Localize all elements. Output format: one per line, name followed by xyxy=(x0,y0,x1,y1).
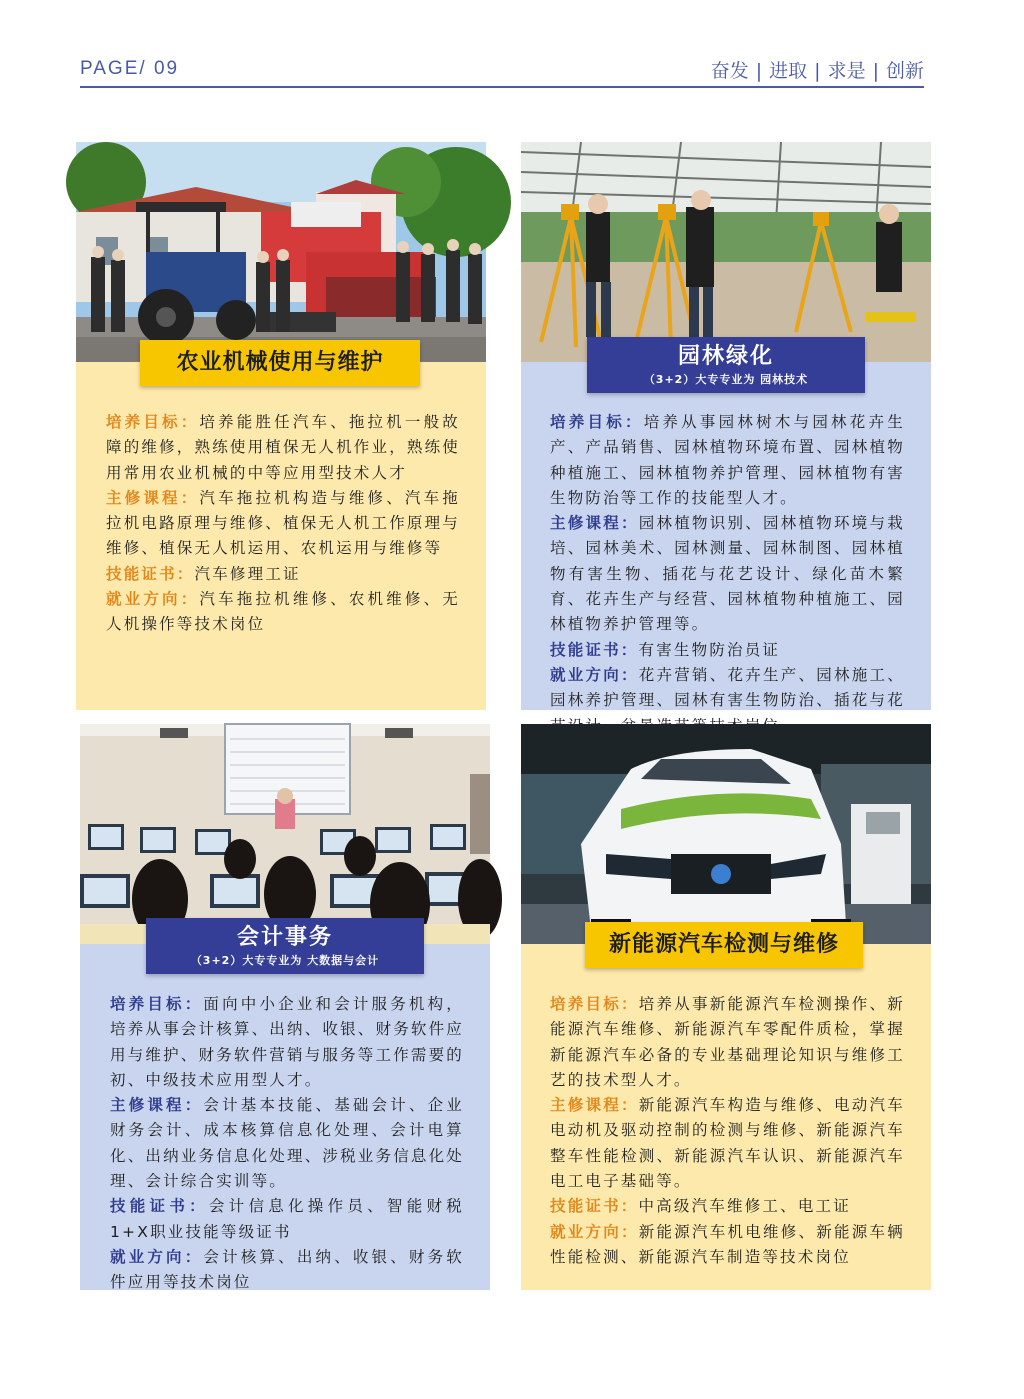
goal-text: 培养从事园林树木与园林花卉生产、产品销售、园林植物环境布置、园林植物种植施工、园林植物养护管理、园林植物有害生物防治等工作的技能型人才。 xyxy=(550,413,905,507)
label-goal: 培养目标： xyxy=(550,413,644,431)
label-courses: 主修课程： xyxy=(550,514,639,533)
motto-separator: | xyxy=(814,60,821,82)
label-job: 就业方向： xyxy=(106,590,200,609)
job-text: 新能源汽车机电维修、新能源车辆性能检测、新能源汽车制造等技术岗位 xyxy=(550,1222,905,1266)
photo-computer-lab xyxy=(80,724,490,944)
courses-text: 新能源汽车构造与维修、电动汽车电动机及驱动控制的检测与维修、新能源汽车整车性能检测、新能源汽车认识、新能源汽车电工电子基础等。 xyxy=(550,1096,905,1191)
label-cert: 技能证书： xyxy=(550,1197,639,1216)
label-courses: 主修课程： xyxy=(106,488,200,507)
program-title-box xyxy=(146,918,424,974)
label-courses: 主修课程： xyxy=(110,1096,204,1115)
program-card-landscaping xyxy=(521,142,931,710)
program-card-agri-machinery xyxy=(76,142,486,710)
program-description xyxy=(550,410,905,739)
motto xyxy=(711,56,924,83)
job-text: 会计核算、出纳、收银、财务软件应用等技术岗位 xyxy=(110,1247,464,1292)
label-cert: 技能证书： xyxy=(106,564,195,583)
courses-text: 汽车拖拉机构造与维修、汽车拖拉机电路原理与维修、植保无人机工作原理与维修、植保无人机运用、农机运用与维修等 xyxy=(106,488,461,558)
job-text: 汽车拖拉机维修、农机维修、无人机操作等技术岗位 xyxy=(106,590,460,634)
header-divider xyxy=(80,86,924,88)
motto-separator: | xyxy=(755,60,763,82)
courses-text: 园林植物识别、园林植物环境与栽培、园林美术、园林测量、园林制图、园林植物有害生物、插花与花艺设计、绿化苗木繁育、花卉生产与经营、园林植物种植施工、园林植物养护管理等。 xyxy=(550,514,905,634)
cert-text: 会计信息化操作员、智能财税1+X职业技能等级证书 xyxy=(110,1197,464,1241)
program-description xyxy=(110,992,464,1296)
motto-separator: | xyxy=(872,60,879,82)
program-title: 新能源汽车检测与维修 xyxy=(608,932,839,957)
goal-text: 培养能胜任汽车、拖拉机一般故障的维修，熟练使用植保无人机作业，熟练使用常用农业机械的中等应用型技术人才 xyxy=(106,413,461,482)
motto-item: 进取 xyxy=(769,60,808,82)
cert-text: 中高级汽车维修工、电工证 xyxy=(638,1197,851,1216)
cert-text: 汽车修理工证 xyxy=(194,564,301,583)
page-number: PAGE/ 09 xyxy=(80,58,180,79)
cert-text: 有害生物防治员证 xyxy=(638,640,781,659)
motto-item: 奋发 xyxy=(710,60,749,82)
label-cert: 技能证书： xyxy=(550,640,639,659)
label-goal: 培养目标： xyxy=(550,995,639,1013)
program-description xyxy=(106,410,460,638)
label-cert: 技能证书： xyxy=(110,1197,209,1216)
photo-electric-car xyxy=(521,724,931,944)
program-title-box xyxy=(585,922,863,968)
label-goal: 培养目标： xyxy=(106,413,200,431)
label-courses: 主修课程： xyxy=(550,1096,639,1115)
label-goal: 培养目标： xyxy=(110,995,204,1013)
motto-item: 求是 xyxy=(827,60,866,82)
goal-text: 面向中小企业和会计服务机构，培养从事会计核算、出纳、收银、财务软件应用与维护、财务软件营销与服务等工作需要的初、中级技术应用型人才。 xyxy=(110,995,465,1089)
courses-text: 会计基本技能、基础会计、企业财务会计、成本核算信息化处理、会计电算化、出纳业务信息化处理、涉税业务信息化处理、会计综合实训等。 xyxy=(110,1096,465,1191)
label-job: 就业方向： xyxy=(110,1247,204,1266)
goal-text: 培养从事新能源汽车检测操作、新能源汽车维修、新能源汽车零配件质检，掌握新能源汽车必备的专业基础理论知识与维修工艺的技术型人才。 xyxy=(550,995,905,1089)
label-job: 就业方向： xyxy=(550,1222,639,1241)
program-subtitle: （3+2）大专专业为 大数据与会计 xyxy=(190,954,380,967)
program-title: 园林绿化 xyxy=(677,344,774,369)
program-title-box xyxy=(140,340,420,386)
program-card-accounting xyxy=(80,724,490,1290)
photo-tractor-harvester xyxy=(76,142,486,362)
program-subtitle: （3+2）大专专业为 园林技术 xyxy=(643,373,809,386)
label-job: 就业方向： xyxy=(550,665,639,684)
program-title: 农业机械使用与维护 xyxy=(176,350,384,375)
program-title: 会计事务 xyxy=(236,925,333,950)
job-text: 花卉营销、花卉生产、园林施工、园林养护管理、园林有害生物防治、插花与花 xyxy=(550,665,905,710)
program-title-box xyxy=(587,337,865,393)
motto-item: 创新 xyxy=(885,60,924,82)
photo-surveying-greenhouse xyxy=(521,142,931,362)
program-card-new-energy-vehicles xyxy=(521,724,931,1290)
program-description xyxy=(550,992,905,1270)
